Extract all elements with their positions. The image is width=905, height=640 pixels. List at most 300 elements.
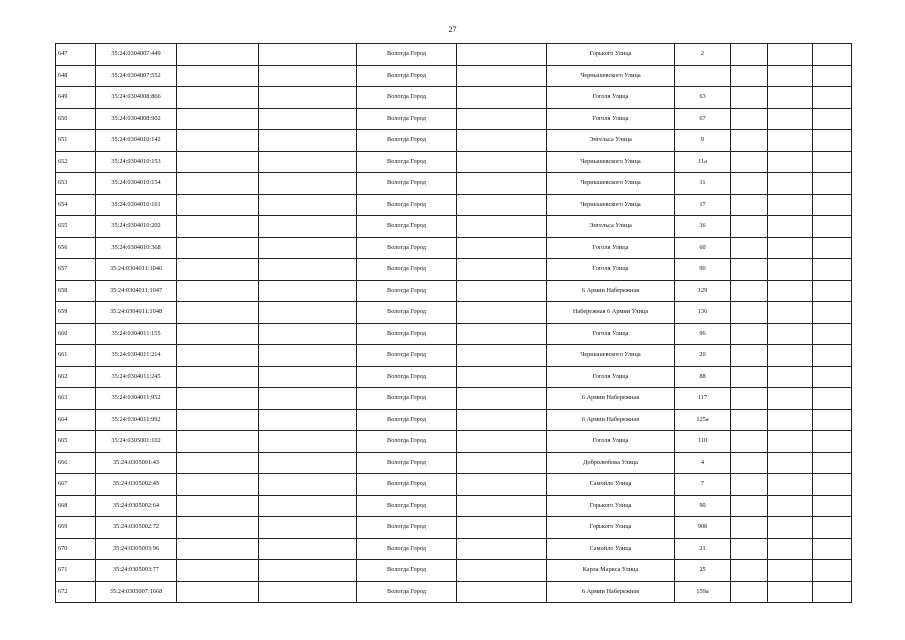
cell-col-11 bbox=[813, 345, 852, 367]
cell-settlement: Вологда Город bbox=[357, 538, 457, 560]
cell-house-number: 110 bbox=[675, 431, 731, 453]
cell-street: Добролюбова Улица bbox=[547, 452, 675, 474]
cell-cadastral-number: 35:24:0304011:1048 bbox=[96, 302, 177, 324]
table-row bbox=[56, 44, 852, 66]
cell-house-number: 17 bbox=[675, 194, 731, 216]
cell-col-4 bbox=[259, 65, 357, 87]
cell-col-9 bbox=[731, 173, 768, 195]
cell-street: Энгельса Улица bbox=[547, 216, 675, 238]
cell-col-6 bbox=[457, 409, 547, 431]
cell-house-number: 96 bbox=[675, 323, 731, 345]
cell-row-number: 670 bbox=[56, 538, 96, 560]
cell-house-number: 25 bbox=[675, 560, 731, 582]
cell-settlement: Вологда Город bbox=[357, 366, 457, 388]
cell-col-11 bbox=[813, 323, 852, 345]
cell-settlement: Вологда Город bbox=[357, 452, 457, 474]
cell-house-number: 4 bbox=[675, 452, 731, 474]
cell-col-3 bbox=[177, 409, 259, 431]
cell-col-4 bbox=[259, 108, 357, 130]
cell-col-9 bbox=[731, 388, 768, 410]
cell-col-3 bbox=[177, 302, 259, 324]
cell-col-10 bbox=[768, 108, 813, 130]
cell-col-10 bbox=[768, 345, 813, 367]
cell-col-9 bbox=[731, 345, 768, 367]
cell-settlement: Вологда Город bbox=[357, 65, 457, 87]
cell-row-number: 650 bbox=[56, 108, 96, 130]
cell-cadastral-number: 35:24:0304010:154 bbox=[96, 173, 177, 195]
cell-col-6 bbox=[457, 194, 547, 216]
table-row bbox=[56, 474, 852, 496]
cell-col-6 bbox=[457, 474, 547, 496]
cell-col-4 bbox=[259, 151, 357, 173]
cell-settlement: Вологда Город bbox=[357, 581, 457, 603]
cell-col-3 bbox=[177, 280, 259, 302]
cell-row-number: 664 bbox=[56, 409, 96, 431]
cell-house-number: 11 bbox=[675, 173, 731, 195]
cell-row-number: 660 bbox=[56, 323, 96, 345]
cell-col-11 bbox=[813, 44, 852, 66]
cell-house-number: 159а bbox=[675, 581, 731, 603]
cell-cadastral-number: 35:24:0304010:368 bbox=[96, 237, 177, 259]
cell-col-6 bbox=[457, 345, 547, 367]
cell-col-9 bbox=[731, 194, 768, 216]
cell-row-number: 672 bbox=[56, 581, 96, 603]
cell-settlement: Вологда Город bbox=[357, 474, 457, 496]
cell-col-4 bbox=[259, 237, 357, 259]
table-row bbox=[56, 65, 852, 87]
cell-col-10 bbox=[768, 216, 813, 238]
cell-col-3 bbox=[177, 216, 259, 238]
cell-col-10 bbox=[768, 560, 813, 582]
cell-col-9 bbox=[731, 517, 768, 539]
table-row bbox=[56, 280, 852, 302]
cell-row-number: 669 bbox=[56, 517, 96, 539]
cell-col-10 bbox=[768, 409, 813, 431]
cell-col-3 bbox=[177, 431, 259, 453]
cell-col-4 bbox=[259, 323, 357, 345]
table-row bbox=[56, 452, 852, 474]
cell-col-3 bbox=[177, 259, 259, 281]
table-row bbox=[56, 431, 852, 453]
cell-col-4 bbox=[259, 130, 357, 152]
cell-cadastral-number: 35:24:0304008:902 bbox=[96, 108, 177, 130]
cell-col-3 bbox=[177, 388, 259, 410]
cell-col-6 bbox=[457, 65, 547, 87]
cell-cadastral-number: 35:24:0305002:45 bbox=[96, 474, 177, 496]
table-row bbox=[56, 130, 852, 152]
cell-col-10 bbox=[768, 323, 813, 345]
table-row bbox=[56, 560, 852, 582]
cell-house-number: 21 bbox=[675, 538, 731, 560]
cell-col-9 bbox=[731, 431, 768, 453]
cell-col-11 bbox=[813, 452, 852, 474]
cell-col-6 bbox=[457, 216, 547, 238]
cell-cadastral-number: 35:24:0304011:1046 bbox=[96, 259, 177, 281]
cell-street: Энгельса Улица bbox=[547, 130, 675, 152]
cell-row-number: 663 bbox=[56, 388, 96, 410]
cell-col-4 bbox=[259, 431, 357, 453]
cell-cadastral-number: 35:24:0304011:245 bbox=[96, 366, 177, 388]
cell-col-10 bbox=[768, 388, 813, 410]
cell-col-10 bbox=[768, 495, 813, 517]
table-row bbox=[56, 323, 852, 345]
cell-cadastral-number: 35:24:0304010:142 bbox=[96, 130, 177, 152]
cell-col-4 bbox=[259, 581, 357, 603]
cell-settlement: Вологда Город bbox=[357, 194, 457, 216]
cell-col-6 bbox=[457, 366, 547, 388]
cell-col-3 bbox=[177, 517, 259, 539]
cell-house-number: 7 bbox=[675, 474, 731, 496]
cell-street: 6 Армии Набережная bbox=[547, 581, 675, 603]
cell-col-3 bbox=[177, 581, 259, 603]
cell-cadastral-number: 35:24:0304011:952 bbox=[96, 388, 177, 410]
cell-house-number: 125а bbox=[675, 409, 731, 431]
cell-col-6 bbox=[457, 388, 547, 410]
cell-street: Набережная 6 Армии Улица bbox=[547, 302, 675, 324]
cell-cadastral-number: 35:24:0304007:552 bbox=[96, 65, 177, 87]
cell-row-number: 661 bbox=[56, 345, 96, 367]
cell-col-4 bbox=[259, 44, 357, 66]
cell-house-number: 36 bbox=[675, 216, 731, 238]
cell-col-9 bbox=[731, 323, 768, 345]
cell-col-6 bbox=[457, 173, 547, 195]
cell-col-10 bbox=[768, 280, 813, 302]
registry-table-body bbox=[56, 44, 852, 603]
cell-house-number: 11а bbox=[675, 151, 731, 173]
cell-street: Чернышевского Улица bbox=[547, 173, 675, 195]
cell-col-3 bbox=[177, 237, 259, 259]
cell-col-11 bbox=[813, 87, 852, 109]
cell-row-number: 658 bbox=[56, 280, 96, 302]
cell-col-10 bbox=[768, 431, 813, 453]
cell-col-3 bbox=[177, 44, 259, 66]
cell-col-11 bbox=[813, 302, 852, 324]
cell-col-11 bbox=[813, 259, 852, 281]
cell-col-10 bbox=[768, 87, 813, 109]
cell-cadastral-number: 35:24:0305003:96 bbox=[96, 538, 177, 560]
cell-col-4 bbox=[259, 495, 357, 517]
cell-settlement: Вологда Город bbox=[357, 151, 457, 173]
table-row bbox=[56, 538, 852, 560]
cell-col-4 bbox=[259, 87, 357, 109]
cell-cadastral-number: 35:24:0305002:72 bbox=[96, 517, 177, 539]
cell-street: Карла Маркса Улица bbox=[547, 560, 675, 582]
cell-house-number: 60 bbox=[675, 237, 731, 259]
cell-row-number: 656 bbox=[56, 237, 96, 259]
cell-col-9 bbox=[731, 237, 768, 259]
cell-col-10 bbox=[768, 474, 813, 496]
table-row bbox=[56, 194, 852, 216]
cell-col-10 bbox=[768, 366, 813, 388]
cell-settlement: Вологда Город bbox=[357, 108, 457, 130]
cell-col-11 bbox=[813, 108, 852, 130]
table-row bbox=[56, 366, 852, 388]
cell-col-6 bbox=[457, 431, 547, 453]
cell-col-10 bbox=[768, 237, 813, 259]
cell-house-number: 90б bbox=[675, 517, 731, 539]
cell-street: Чернышевского Улица bbox=[547, 345, 675, 367]
cell-street: Гоголя Улица bbox=[547, 366, 675, 388]
cell-col-6 bbox=[457, 130, 547, 152]
cell-col-4 bbox=[259, 409, 357, 431]
cell-cadastral-number: 35:24:0304011:992 bbox=[96, 409, 177, 431]
cell-col-11 bbox=[813, 237, 852, 259]
cell-row-number: 654 bbox=[56, 194, 96, 216]
table-row bbox=[56, 259, 852, 281]
cell-house-number: 20 bbox=[675, 345, 731, 367]
cell-settlement: Вологда Город bbox=[357, 130, 457, 152]
cell-street: 6 Армии Набережная bbox=[547, 409, 675, 431]
cell-settlement: Вологда Город bbox=[357, 237, 457, 259]
cell-col-3 bbox=[177, 495, 259, 517]
cell-settlement: Вологда Город bbox=[357, 388, 457, 410]
cell-col-10 bbox=[768, 151, 813, 173]
table-row bbox=[56, 495, 852, 517]
cell-settlement: Вологда Город bbox=[357, 173, 457, 195]
cell-col-3 bbox=[177, 173, 259, 195]
cell-col-3 bbox=[177, 474, 259, 496]
cell-house-number: 9 bbox=[675, 130, 731, 152]
cell-settlement: Вологда Город bbox=[357, 495, 457, 517]
table-row bbox=[56, 173, 852, 195]
cell-col-11 bbox=[813, 388, 852, 410]
cell-col-4 bbox=[259, 452, 357, 474]
cell-col-9 bbox=[731, 452, 768, 474]
registry-table bbox=[55, 43, 852, 603]
cell-settlement: Вологда Город bbox=[357, 216, 457, 238]
cell-col-6 bbox=[457, 302, 547, 324]
cell-col-4 bbox=[259, 280, 357, 302]
cell-col-4 bbox=[259, 173, 357, 195]
cell-col-6 bbox=[457, 151, 547, 173]
cell-col-11 bbox=[813, 474, 852, 496]
cell-col-11 bbox=[813, 560, 852, 582]
cell-house-number: 129 bbox=[675, 280, 731, 302]
cell-col-10 bbox=[768, 194, 813, 216]
cell-col-9 bbox=[731, 130, 768, 152]
cell-col-3 bbox=[177, 108, 259, 130]
cell-col-9 bbox=[731, 108, 768, 130]
cell-col-11 bbox=[813, 130, 852, 152]
cell-settlement: Вологда Город bbox=[357, 259, 457, 281]
cell-col-9 bbox=[731, 280, 768, 302]
cell-col-4 bbox=[259, 345, 357, 367]
cell-row-number: 647 bbox=[56, 44, 96, 66]
cell-col-3 bbox=[177, 65, 259, 87]
cell-col-10 bbox=[768, 130, 813, 152]
cell-row-number: 666 bbox=[56, 452, 96, 474]
cell-cadastral-number: 35:24:0304008:866 bbox=[96, 87, 177, 109]
cell-cadastral-number: 35:24:0305001:102 bbox=[96, 431, 177, 453]
cell-cadastral-number: 35:24:0304010:153 bbox=[96, 151, 177, 173]
cell-row-number: 653 bbox=[56, 173, 96, 195]
cell-col-10 bbox=[768, 452, 813, 474]
cell-house-number: 90 bbox=[675, 259, 731, 281]
cell-col-3 bbox=[177, 538, 259, 560]
cell-cadastral-number: 35:24:0304007:449 bbox=[96, 44, 177, 66]
cell-col-4 bbox=[259, 216, 357, 238]
cell-row-number: 665 bbox=[56, 431, 96, 453]
cell-col-4 bbox=[259, 366, 357, 388]
cell-street: 6 Армии Набережная bbox=[547, 388, 675, 410]
cell-street: Горького Улица bbox=[547, 44, 675, 66]
cell-col-9 bbox=[731, 65, 768, 87]
cell-col-11 bbox=[813, 65, 852, 87]
cell-row-number: 667 bbox=[56, 474, 96, 496]
cell-col-9 bbox=[731, 581, 768, 603]
cell-row-number: 668 bbox=[56, 495, 96, 517]
cell-street: Чернышевского Улица bbox=[547, 194, 675, 216]
cell-cadastral-number: 35:24:0304011:214 bbox=[96, 345, 177, 367]
cell-col-6 bbox=[457, 280, 547, 302]
cell-col-3 bbox=[177, 323, 259, 345]
cell-col-6 bbox=[457, 87, 547, 109]
cell-street: Гоголя Улица bbox=[547, 108, 675, 130]
cell-col-4 bbox=[259, 560, 357, 582]
cell-col-10 bbox=[768, 538, 813, 560]
cell-row-number: 671 bbox=[56, 560, 96, 582]
cell-col-6 bbox=[457, 452, 547, 474]
table-row bbox=[56, 345, 852, 367]
cell-col-3 bbox=[177, 87, 259, 109]
cell-street: Гоголя Улица bbox=[547, 259, 675, 281]
table-row bbox=[56, 409, 852, 431]
cell-cadastral-number: 35:24:0305002:64 bbox=[96, 495, 177, 517]
cell-settlement: Вологда Город bbox=[357, 87, 457, 109]
cell-street: Гоголя Улица bbox=[547, 87, 675, 109]
cell-col-6 bbox=[457, 108, 547, 130]
cell-settlement: Вологда Город bbox=[357, 323, 457, 345]
cell-col-11 bbox=[813, 517, 852, 539]
cell-cadastral-number: 35:24:0304010:161 bbox=[96, 194, 177, 216]
cell-col-9 bbox=[731, 302, 768, 324]
table-row bbox=[56, 388, 852, 410]
cell-settlement: Вологда Город bbox=[357, 44, 457, 66]
cell-col-6 bbox=[457, 560, 547, 582]
cell-col-6 bbox=[457, 538, 547, 560]
cell-row-number: 651 bbox=[56, 130, 96, 152]
cell-col-4 bbox=[259, 302, 357, 324]
cell-col-10 bbox=[768, 517, 813, 539]
cell-cadastral-number: 35:24:0305001:43 bbox=[96, 452, 177, 474]
cell-col-3 bbox=[177, 130, 259, 152]
cell-col-9 bbox=[731, 560, 768, 582]
cell-col-10 bbox=[768, 259, 813, 281]
cell-col-9 bbox=[731, 216, 768, 238]
cell-col-4 bbox=[259, 194, 357, 216]
cell-col-4 bbox=[259, 474, 357, 496]
cell-col-10 bbox=[768, 302, 813, 324]
cell-cadastral-number: 35:24:0305007:1668 bbox=[96, 581, 177, 603]
cell-col-3 bbox=[177, 452, 259, 474]
cell-col-6 bbox=[457, 495, 547, 517]
cell-street: 6 Армии Набережная bbox=[547, 280, 675, 302]
cell-col-11 bbox=[813, 581, 852, 603]
cell-row-number: 648 bbox=[56, 65, 96, 87]
cell-street: Гоголя Улица bbox=[547, 323, 675, 345]
cell-col-6 bbox=[457, 237, 547, 259]
cell-col-11 bbox=[813, 216, 852, 238]
cell-cadastral-number: 35:24:0304011:1047 bbox=[96, 280, 177, 302]
cell-cadastral-number: 35:24:0305003:77 bbox=[96, 560, 177, 582]
cell-col-3 bbox=[177, 366, 259, 388]
cell-settlement: Вологда Город bbox=[357, 409, 457, 431]
table-row bbox=[56, 237, 852, 259]
cell-col-6 bbox=[457, 323, 547, 345]
cell-col-9 bbox=[731, 409, 768, 431]
cell-col-4 bbox=[259, 538, 357, 560]
cell-row-number: 649 bbox=[56, 87, 96, 109]
cell-house-number: 90 bbox=[675, 495, 731, 517]
cell-row-number: 657 bbox=[56, 259, 96, 281]
cell-street: Самойло Улица bbox=[547, 474, 675, 496]
cell-street: Горького Улица bbox=[547, 517, 675, 539]
cell-col-11 bbox=[813, 151, 852, 173]
cell-col-11 bbox=[813, 280, 852, 302]
cell-settlement: Вологда Город bbox=[357, 560, 457, 582]
cell-col-6 bbox=[457, 581, 547, 603]
cell-col-10 bbox=[768, 44, 813, 66]
cell-street: Горького Улица bbox=[547, 495, 675, 517]
cell-street: Чернышевского Улица bbox=[547, 151, 675, 173]
table-row bbox=[56, 108, 852, 130]
cell-settlement: Вологда Город bbox=[357, 345, 457, 367]
cell-row-number: 662 bbox=[56, 366, 96, 388]
cell-col-11 bbox=[813, 366, 852, 388]
cell-col-9 bbox=[731, 495, 768, 517]
cell-row-number: 655 bbox=[56, 216, 96, 238]
cell-col-4 bbox=[259, 517, 357, 539]
cell-col-3 bbox=[177, 345, 259, 367]
cell-col-6 bbox=[457, 44, 547, 66]
cell-col-10 bbox=[768, 173, 813, 195]
cell-house-number: 63 bbox=[675, 87, 731, 109]
cell-settlement: Вологда Город bbox=[357, 280, 457, 302]
table-row bbox=[56, 517, 852, 539]
cell-col-6 bbox=[457, 259, 547, 281]
cell-col-9 bbox=[731, 87, 768, 109]
cell-col-10 bbox=[768, 581, 813, 603]
cell-col-9 bbox=[731, 538, 768, 560]
cell-street: Гоголя Улица bbox=[547, 431, 675, 453]
cell-col-9 bbox=[731, 474, 768, 496]
cell-col-11 bbox=[813, 495, 852, 517]
cell-col-9 bbox=[731, 366, 768, 388]
cell-house-number: 2 bbox=[675, 44, 731, 66]
cell-house-number: 117 bbox=[675, 388, 731, 410]
cell-col-4 bbox=[259, 259, 357, 281]
cell-col-4 bbox=[259, 388, 357, 410]
cell-col-3 bbox=[177, 151, 259, 173]
table-row bbox=[56, 87, 852, 109]
cell-row-number: 652 bbox=[56, 151, 96, 173]
cell-col-11 bbox=[813, 431, 852, 453]
cell-street: Гоголя Улица bbox=[547, 237, 675, 259]
table-row bbox=[56, 581, 852, 603]
cell-street: Чернышевского Улица bbox=[547, 65, 675, 87]
cell-col-9 bbox=[731, 259, 768, 281]
table-row bbox=[56, 302, 852, 324]
cell-col-11 bbox=[813, 173, 852, 195]
cell-cadastral-number: 35:24:0304011:155 bbox=[96, 323, 177, 345]
cell-settlement: Вологда Город bbox=[357, 431, 457, 453]
cell-settlement: Вологда Город bbox=[357, 517, 457, 539]
cell-row-number: 659 bbox=[56, 302, 96, 324]
cell-cadastral-number: 35:24:0304010:202 bbox=[96, 216, 177, 238]
table-row bbox=[56, 151, 852, 173]
cell-col-9 bbox=[731, 151, 768, 173]
cell-col-11 bbox=[813, 194, 852, 216]
